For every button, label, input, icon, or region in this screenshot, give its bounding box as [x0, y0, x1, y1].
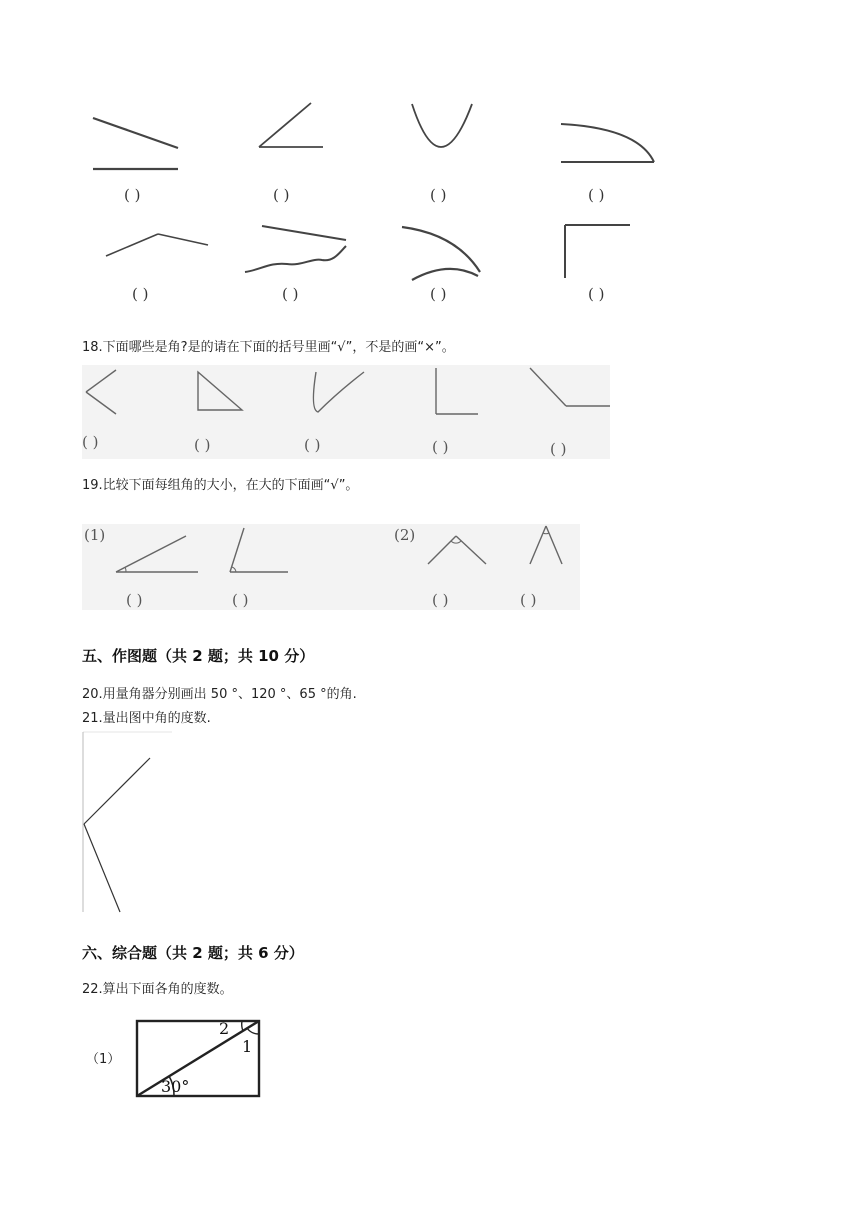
question-21-angle-figure	[80, 730, 180, 915]
q18-figure-curve-angle	[308, 368, 368, 416]
figure-obtuse-angle	[102, 228, 212, 260]
q19-answer-blank-3[interactable]: ( )	[432, 591, 449, 609]
q18-figure-open-angle	[82, 366, 122, 418]
answer-blank-5[interactable]: ( )	[132, 285, 149, 303]
q19-group-2-label: (2)	[394, 526, 416, 544]
answer-blank-4[interactable]: ( )	[588, 186, 605, 204]
q18-answer-blank-1[interactable]: ( )	[82, 433, 99, 451]
q18-figure-obtuse-angle	[526, 366, 612, 412]
figure-angle	[255, 100, 330, 152]
question-22-rectangle-figure	[134, 1018, 264, 1100]
question-20-text: 20.用量角器分别画出 50 °、120 °、65 °的角.	[82, 687, 357, 702]
figure-two-separate-lines	[90, 112, 185, 174]
question-18-text: 18.下面哪些是角?是的请在下面的括号里画“√”，不是的画“×”。	[82, 340, 455, 355]
q18-figure-triangle	[194, 368, 246, 414]
q18-answer-blank-5[interactable]: ( )	[550, 440, 567, 458]
answer-blank-6[interactable]: ( )	[282, 285, 299, 303]
q18-figure-right-angle	[432, 366, 482, 418]
figure-line-and-curve	[558, 118, 658, 166]
question-19-text: 19.比较下面每组角的大小，在大的下面画“√”。	[82, 478, 359, 493]
answer-blank-2[interactable]: ( )	[273, 186, 290, 204]
q19-group-1-label: (1)	[84, 526, 106, 544]
angle-label-1: 1	[242, 1037, 253, 1056]
q19-answer-blank-4[interactable]: ( )	[520, 591, 537, 609]
q19-angle-a	[112, 532, 202, 576]
question-21-text: 21.量出图中角的度数.	[82, 711, 211, 726]
q19-answer-blank-2[interactable]: ( )	[232, 591, 249, 609]
q18-answer-blank-4[interactable]: ( )	[432, 438, 449, 456]
q19-answer-blank-1[interactable]: ( )	[126, 591, 143, 609]
section-6-title: 六、综合题（共 2 题；共 6 分）	[82, 944, 304, 962]
q19-angle-b	[226, 524, 292, 576]
answer-blank-8[interactable]: ( )	[588, 285, 605, 303]
question-22-sub-label: （1）	[86, 1052, 121, 1067]
figure-line-and-wavy-line	[242, 222, 352, 277]
q18-answer-blank-2[interactable]: ( )	[194, 436, 211, 454]
question-22-text: 22.算出下面各角的度数。	[82, 982, 233, 997]
figure-parabola-curve	[408, 100, 478, 155]
angle-label-30-degrees: 30°	[161, 1077, 190, 1096]
answer-blank-3[interactable]: ( )	[430, 186, 447, 204]
answer-blank-1[interactable]: ( )	[124, 186, 141, 204]
answer-blank-7[interactable]: ( )	[430, 285, 447, 303]
q18-answer-blank-3[interactable]: ( )	[304, 436, 321, 454]
figure-two-curves	[398, 222, 488, 284]
figure-right-angle	[560, 220, 635, 282]
q19-angle-d	[526, 522, 568, 568]
angle-label-2: 2	[219, 1019, 230, 1038]
section-5-title: 五、作图题（共 2 题；共 10 分）	[82, 647, 315, 665]
q19-angle-c	[424, 530, 490, 568]
